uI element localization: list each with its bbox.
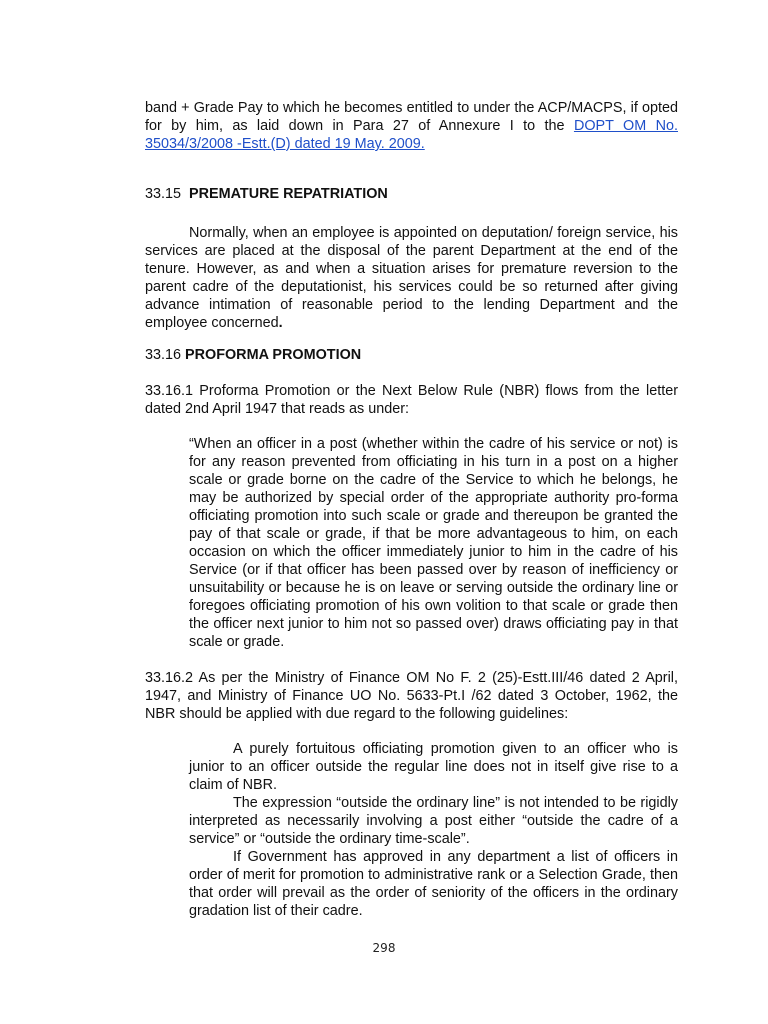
section-number: 33.16 bbox=[145, 347, 182, 363]
dopt-om-link[interactable]: DOPT OM No. 35034/3/2008 -Estt.(D) dated 19 May. 2009. bbox=[145, 118, 678, 152]
section-33-15-paragraph bbox=[145, 224, 678, 332]
section-33-16-heading bbox=[145, 346, 678, 364]
guidelines-list bbox=[189, 740, 678, 920]
section-33-16-1-paragraph: 33.16.1 Proforma Promotion or the Next Below Rule (NBR) flows from the letter dated 2nd April 1947 that reads as under: bbox=[145, 383, 678, 417]
guideline-item: The expression “outside the ordinary line” is not intended to be rigidly interpreted as necessarily involving a post either “outside the cadre of a service” or “outside the ordinary time-scale”. bbox=[189, 795, 678, 847]
nbr-quote: “When an officer in a post (whether within the cadre of his service or not) is for any reason prevented from officiating in his turn in a post on a higher scale or grade borne on the cadre of the Service to which he belongs, he may be authorized by special order of the appropriate authority pro-forma officiating promotion into such scale or grade and thereupon be granted the pay of that scale or grade, if that be more advantageous to him, on each occasion on which the officer immediately junior to him in the cadre of his Service (or if that officer has been passed over by reason of inefficiency or unsuitability or because he is on leave or serving outside the ordinary line or foregoes officiating promotion of his own volition to that scale or grade then the officer next junior to him not so passed over) draws officiating pay in that scale or grade. bbox=[189, 436, 678, 650]
section-title: PROFORMA PROMOTION bbox=[185, 347, 362, 363]
intro-text: band + Grade Pay to which he becomes entitled to under the ACP/MACPS, if opted for by him, as laid down in Para 27 of Annexure I to the bbox=[145, 100, 678, 134]
section-33-16-2-paragraph: 33.16.2 As per the Ministry of Finance OM No F. 2 (25)-Estt.III/46 dated 2 April, 1947, and Ministry of Finance UO No. 5633-Pt.I /62 dated 3 October, 1962, the NBR should be applied with due regard to the following guidelines: bbox=[145, 670, 678, 722]
page-number: 298 bbox=[372, 941, 396, 955]
paragraph-text: Normally, when an employee is appointed on deputation/ foreign service, his services are placed at the disposal of the parent Department at the end of the tenure. However, as and when a situation arises for premature reversion to the parent cadre of the deputationist, his services could be so returned after giving advance intimation of reasonable period to the lending Department and the employee concerned bbox=[145, 225, 678, 331]
paragraph-end: . bbox=[278, 315, 283, 331]
section-33-15-heading bbox=[145, 185, 678, 203]
section-number: 33.15 bbox=[145, 186, 182, 202]
section-title: PREMATURE REPATRIATION bbox=[189, 186, 388, 202]
guideline-item: If Government has approved in any department a list of officers in order of merit for promotion to administrative rank or a Selection Grade, then that order will prevail as the order of seniority of the officers in the ordinary gradation list of their cadre. bbox=[189, 849, 678, 919]
guideline-item: A purely fortuitous officiating promotion given to an officer who is junior to an officer outside the regular line does not in itself give rise to a claim of NBR. bbox=[189, 741, 678, 793]
intro-paragraph bbox=[145, 99, 678, 153]
